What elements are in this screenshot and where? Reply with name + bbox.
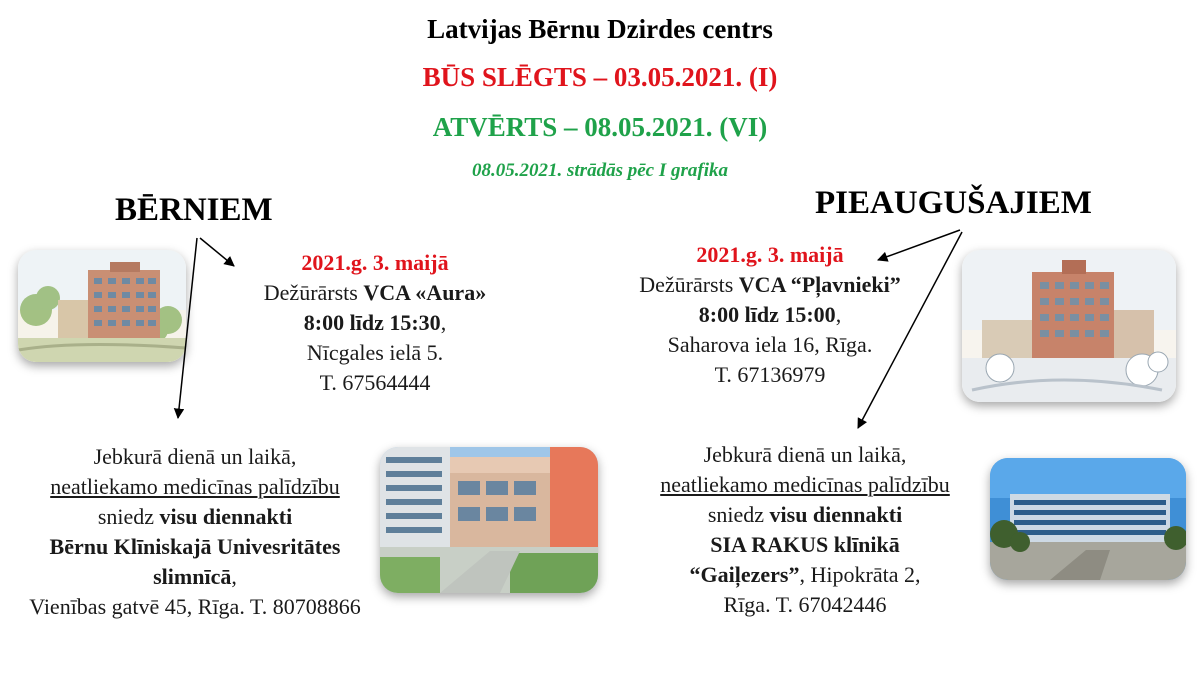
adults-arrow-to-emergency — [858, 232, 962, 428]
kids-duty-date: 2021.g. 3. maijā — [301, 250, 449, 275]
adults-duty-hours-comma: , — [835, 302, 842, 327]
adults-duty-phone: T. 67136979 — [714, 362, 826, 387]
adults-duty-date: 2021.g. 3. maijā — [696, 242, 844, 267]
adults-duty-doctor-prefix: Dežūrārsts — [639, 272, 739, 297]
kids-duty-doctor-name: VCA «Aura» — [363, 280, 487, 305]
kids-emergency-line1: Jebkurā dienā un laikā, — [93, 444, 297, 469]
closed-notice: BŪS SLĒGTS – 03.05.2021. (I) — [422, 62, 778, 92]
adults-emergency-line1: Jebkurā dienā un laikā, — [703, 442, 907, 467]
adults-heading: PIEAUGUŠAJIEM — [815, 185, 1092, 221]
kids-emergency-line3-prefix: sniedz — [97, 504, 160, 529]
kids-emergency-line2: neatliekamo medicīnas palīdzību — [50, 474, 340, 499]
adults-duty-address: Saharova iela 16, Rīga. — [667, 332, 873, 357]
adults-emergency-line5-rest: , Hipokrāta 2, — [799, 562, 921, 587]
kids-duty-hours: 8:00 līdz 15:30 — [303, 310, 441, 335]
open-notice: ATVĒRTS – 08.05.2021. (VI) — [432, 112, 768, 142]
adults-duty-hours: 8:00 līdz 15:00 — [698, 302, 836, 327]
kids-emergency-line4: Bērnu Klīniskajā Univesritātes — [49, 534, 341, 559]
adults-emergency-line3-bold: visu diennakti — [769, 502, 903, 527]
kids-emergency-line5-bold: slimnīcā — [153, 564, 232, 589]
kids-duty-doctor-prefix: Dežūrārsts — [263, 280, 364, 305]
kids-duty-hours-comma: , — [440, 310, 447, 335]
adults-emergency-line3-prefix: sniedz — [707, 502, 770, 527]
schedule-note: 08.05.2021. strādās pēc I grafika — [472, 160, 728, 181]
kids-duty-phone: T. 67564444 — [319, 370, 431, 395]
kids-heading: BĒRNIEM — [115, 192, 273, 228]
kids-arrow-to-emergency — [178, 238, 197, 418]
adults-arrow-to-duty — [878, 230, 960, 260]
adults-emergency-line5-bold: “Gaiļezers” — [689, 562, 800, 587]
kids-emergency-line5-comma: , — [231, 564, 237, 589]
kids-arrow-to-duty — [200, 238, 234, 266]
kids-emergency-line3-bold: visu diennakti — [159, 504, 293, 529]
kids-arrows — [178, 238, 234, 418]
adults-emergency-line4: SIA RAKUS klīnikā — [710, 532, 900, 557]
page-title: Latvijas Bērnu Dzirdes centrs — [427, 14, 773, 44]
kids-emergency-line6: Vienības gatvē 45, Rīga. T. 80708866 — [29, 594, 361, 619]
kids-duty-address: Nīcgales ielā 5. — [306, 340, 444, 365]
adults-emergency-line6: Rīga. T. 67042446 — [723, 592, 887, 617]
adults-arrows — [858, 230, 962, 428]
adults-emergency-line2: neatliekamo medicīnas palīdzību — [660, 472, 950, 497]
adults-duty-doctor-name: VCA “Pļavnieki” — [738, 272, 901, 297]
